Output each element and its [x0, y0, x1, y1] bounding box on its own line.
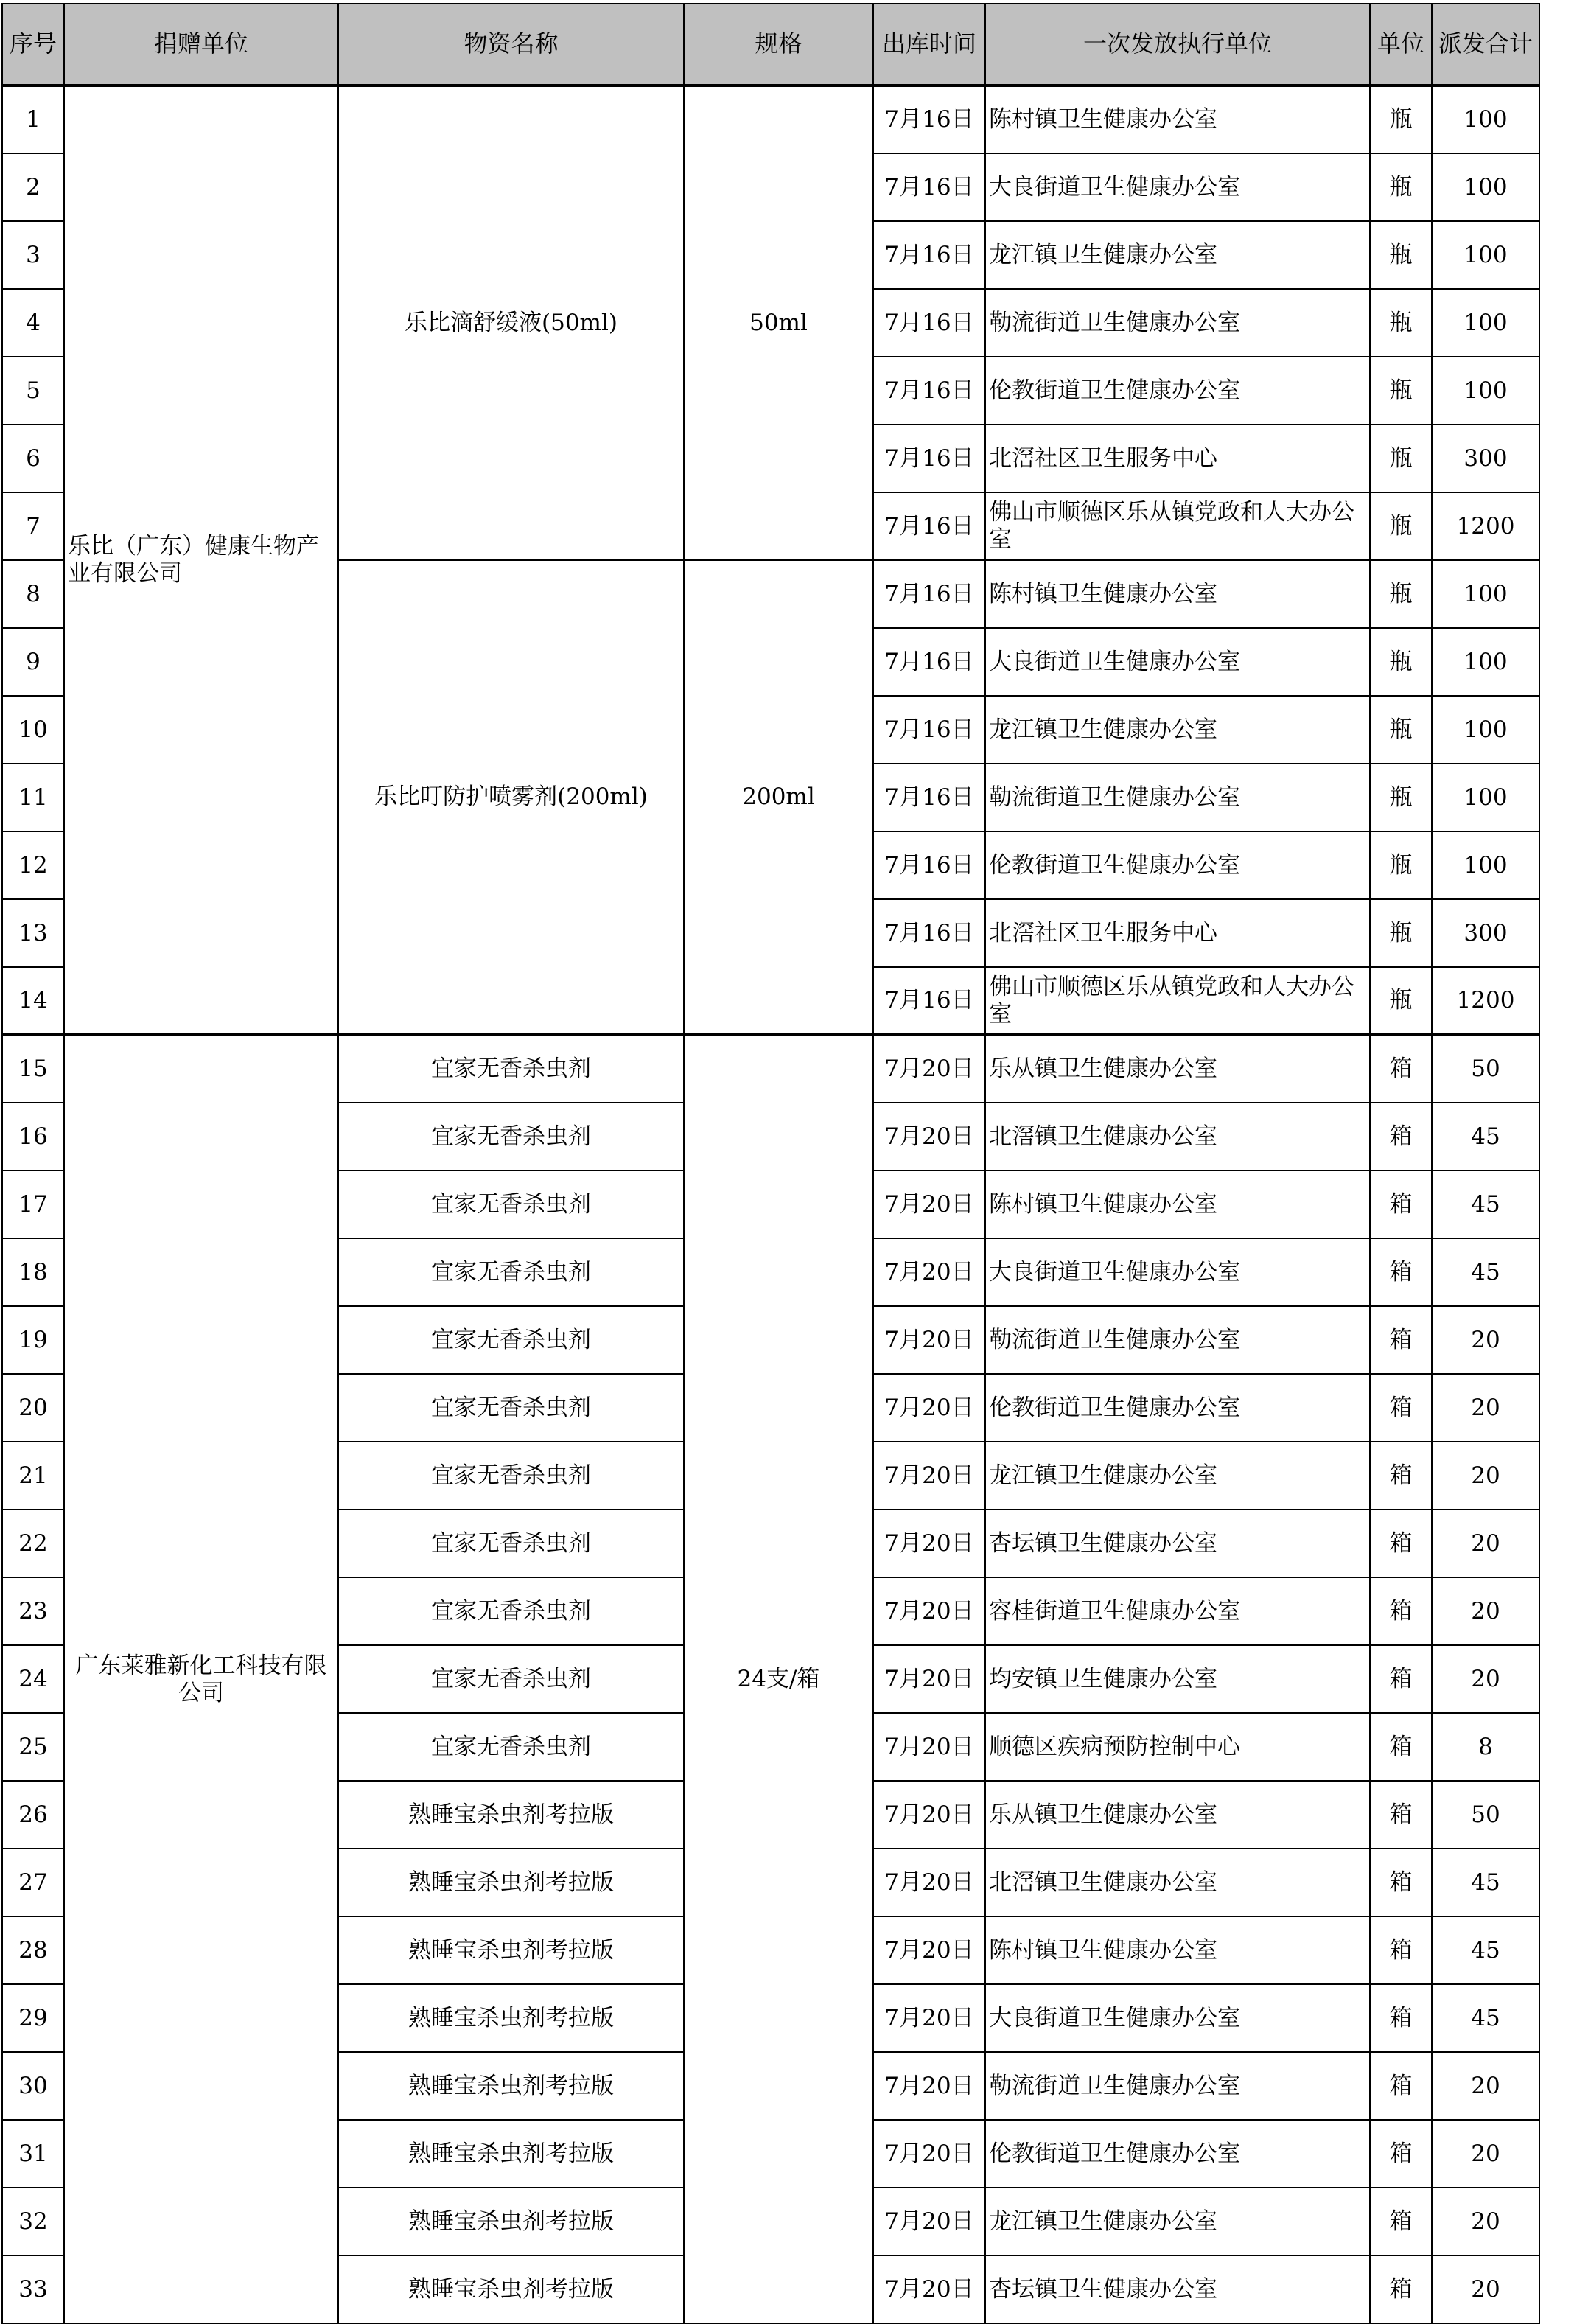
distribution-table [1, 3, 1540, 2324]
cell-unit: 箱 [1370, 1713, 1432, 1781]
cell-out-date: 7月20日 [873, 1035, 985, 1103]
cell-total: 20 [1432, 1306, 1539, 1374]
cell-total: 45 [1432, 1984, 1539, 2052]
cell-total: 50 [1432, 1035, 1539, 1103]
cell-item-name: 宜家无香杀虫剂 [338, 1442, 684, 1510]
cell-executor: 伦教街道卫生健康办公室 [985, 357, 1370, 425]
cell-out-date: 7月20日 [873, 1645, 985, 1713]
cell-executor: 北滘镇卫生健康办公室 [985, 1103, 1370, 1170]
cell-out-date: 7月16日 [873, 967, 985, 1035]
cell-no: 12 [2, 831, 64, 899]
cell-executor: 北滘镇卫生健康办公室 [985, 1849, 1370, 1916]
cell-executor: 陈村镇卫生健康办公室 [985, 1170, 1370, 1238]
cell-out-date: 7月20日 [873, 1306, 985, 1374]
cell-executor: 杏坛镇卫生健康办公室 [985, 1510, 1370, 1577]
cell-total: 45 [1432, 1849, 1539, 1916]
cell-item-name: 宜家无香杀虫剂 [338, 1306, 684, 1374]
cell-total: 20 [1432, 2052, 1539, 2120]
cell-item-name: 宜家无香杀虫剂 [338, 1577, 684, 1645]
cell-item-name: 宜家无香杀虫剂 [338, 1510, 684, 1577]
cell-no: 4 [2, 289, 64, 357]
cell-unit: 瓶 [1370, 492, 1432, 560]
cell-no: 8 [2, 560, 64, 628]
cell-executor: 乐从镇卫生健康办公室 [985, 1035, 1370, 1103]
cell-no: 20 [2, 1374, 64, 1442]
header-row [2, 4, 1539, 86]
cell-total: 1200 [1432, 492, 1539, 560]
cell-executor: 勒流街道卫生健康办公室 [985, 2052, 1370, 2120]
cell-executor: 陈村镇卫生健康办公室 [985, 560, 1370, 628]
cell-out-date: 7月16日 [873, 221, 985, 289]
cell-unit: 箱 [1370, 2052, 1432, 2120]
cell-item-name: 熟睡宝杀虫剂考拉版 [338, 1984, 684, 2052]
cell-unit: 箱 [1370, 1374, 1432, 1442]
cell-out-date: 7月16日 [873, 560, 985, 628]
cell-executor: 杏坛镇卫生健康办公室 [985, 2255, 1370, 2323]
cell-item-name: 熟睡宝杀虫剂考拉版 [338, 1849, 684, 1916]
cell-unit: 箱 [1370, 1984, 1432, 2052]
cell-unit: 瓶 [1370, 86, 1432, 153]
cell-executor: 北滘社区卫生服务中心 [985, 899, 1370, 967]
cell-unit: 箱 [1370, 1577, 1432, 1645]
cell-no: 11 [2, 764, 64, 831]
cell-executor: 大良街道卫生健康办公室 [985, 628, 1370, 696]
cell-no: 5 [2, 357, 64, 425]
cell-no: 14 [2, 967, 64, 1035]
cell-out-date: 7月16日 [873, 696, 985, 764]
cell-total: 20 [1432, 1510, 1539, 1577]
cell-total: 20 [1432, 2255, 1539, 2323]
cell-out-date: 7月20日 [873, 2255, 985, 2323]
cell-unit: 瓶 [1370, 357, 1432, 425]
cell-out-date: 7月20日 [873, 1374, 985, 1442]
cell-item-name: 宜家无香杀虫剂 [338, 1645, 684, 1713]
cell-total: 20 [1432, 1374, 1539, 1442]
cell-no: 31 [2, 2120, 64, 2188]
cell-executor: 勒流街道卫生健康办公室 [985, 764, 1370, 831]
header-total: 派发合计 [1432, 4, 1539, 86]
header-executor: 一次发放执行单位 [985, 4, 1370, 86]
cell-executor: 顺德区疾病预防控制中心 [985, 1713, 1370, 1781]
cell-total: 20 [1432, 1645, 1539, 1713]
cell-unit: 箱 [1370, 1645, 1432, 1713]
cell-unit: 瓶 [1370, 153, 1432, 221]
cell-unit: 箱 [1370, 1510, 1432, 1577]
cell-no: 32 [2, 2188, 64, 2255]
cell-item-name: 乐比叮防护喷雾剂(200ml) [338, 560, 684, 1035]
cell-total: 20 [1432, 1577, 1539, 1645]
cell-out-date: 7月20日 [873, 1170, 985, 1238]
cell-item-name: 乐比滴舒缓液(50ml) [338, 86, 684, 560]
cell-no: 22 [2, 1510, 64, 1577]
cell-no: 25 [2, 1713, 64, 1781]
cell-unit: 箱 [1370, 2255, 1432, 2323]
cell-item-name: 宜家无香杀虫剂 [338, 1103, 684, 1170]
header-unit: 单位 [1370, 4, 1432, 86]
cell-unit: 瓶 [1370, 899, 1432, 967]
cell-executor: 佛山市顺德区乐从镇党政和人大办公室 [985, 492, 1370, 560]
cell-unit: 箱 [1370, 1035, 1432, 1103]
cell-no: 23 [2, 1577, 64, 1645]
cell-unit: 箱 [1370, 1238, 1432, 1306]
cell-out-date: 7月20日 [873, 2188, 985, 2255]
cell-no: 6 [2, 425, 64, 492]
cell-no: 19 [2, 1306, 64, 1374]
cell-no: 17 [2, 1170, 64, 1238]
cell-executor: 陈村镇卫生健康办公室 [985, 1916, 1370, 1984]
cell-item-name: 熟睡宝杀虫剂考拉版 [338, 1916, 684, 1984]
cell-unit: 箱 [1370, 1849, 1432, 1916]
cell-no: 2 [2, 153, 64, 221]
cell-item-name: 宜家无香杀虫剂 [338, 1713, 684, 1781]
cell-total: 45 [1432, 1170, 1539, 1238]
cell-out-date: 7月20日 [873, 1238, 985, 1306]
cell-no: 9 [2, 628, 64, 696]
cell-executor: 勒流街道卫生健康办公室 [985, 1306, 1370, 1374]
cell-out-date: 7月16日 [873, 899, 985, 967]
cell-executor: 乐从镇卫生健康办公室 [985, 1781, 1370, 1849]
table-row [2, 1035, 1539, 1103]
cell-out-date: 7月20日 [873, 1103, 985, 1170]
cell-spec: 24支/箱 [684, 1035, 873, 2323]
table-body [2, 86, 1539, 2323]
cell-item-name: 宜家无香杀虫剂 [338, 1374, 684, 1442]
cell-executor: 容桂街道卫生健康办公室 [985, 1577, 1370, 1645]
cell-executor: 北滘社区卫生服务中心 [985, 425, 1370, 492]
cell-executor: 龙江镇卫生健康办公室 [985, 1442, 1370, 1510]
cell-total: 20 [1432, 2120, 1539, 2188]
cell-no: 10 [2, 696, 64, 764]
cell-executor: 陈村镇卫生健康办公室 [985, 86, 1370, 153]
cell-unit: 箱 [1370, 1916, 1432, 1984]
cell-total: 45 [1432, 1103, 1539, 1170]
cell-out-date: 7月20日 [873, 1442, 985, 1510]
cell-executor: 佛山市顺德区乐从镇党政和人大办公室 [985, 967, 1370, 1035]
cell-out-date: 7月20日 [873, 1781, 985, 1849]
cell-no: 30 [2, 2052, 64, 2120]
cell-total: 20 [1432, 2188, 1539, 2255]
cell-unit: 箱 [1370, 1306, 1432, 1374]
cell-out-date: 7月20日 [873, 1849, 985, 1916]
cell-total: 300 [1432, 425, 1539, 492]
cell-out-date: 7月16日 [873, 86, 985, 153]
table-header [2, 4, 1539, 86]
cell-no: 27 [2, 1849, 64, 1916]
cell-executor: 大良街道卫生健康办公室 [985, 153, 1370, 221]
cell-item-name: 熟睡宝杀虫剂考拉版 [338, 2120, 684, 2188]
cell-total: 100 [1432, 357, 1539, 425]
cell-no: 24 [2, 1645, 64, 1713]
cell-total: 45 [1432, 1238, 1539, 1306]
cell-unit: 箱 [1370, 1442, 1432, 1510]
cell-unit: 箱 [1370, 1781, 1432, 1849]
cell-out-date: 7月20日 [873, 2052, 985, 2120]
cell-total: 45 [1432, 1916, 1539, 1984]
cell-executor: 大良街道卫生健康办公室 [985, 1238, 1370, 1306]
cell-out-date: 7月20日 [873, 1713, 985, 1781]
cell-out-date: 7月20日 [873, 1916, 985, 1984]
cell-no: 21 [2, 1442, 64, 1510]
cell-item-name: 宜家无香杀虫剂 [338, 1238, 684, 1306]
cell-unit: 瓶 [1370, 425, 1432, 492]
cell-unit: 瓶 [1370, 289, 1432, 357]
cell-out-date: 7月16日 [873, 831, 985, 899]
cell-no: 16 [2, 1103, 64, 1170]
cell-unit: 箱 [1370, 2120, 1432, 2188]
cell-executor: 伦教街道卫生健康办公室 [985, 831, 1370, 899]
cell-total: 100 [1432, 560, 1539, 628]
cell-unit: 瓶 [1370, 764, 1432, 831]
cell-total: 20 [1432, 1442, 1539, 1510]
cell-no: 3 [2, 221, 64, 289]
cell-no: 15 [2, 1035, 64, 1103]
cell-out-date: 7月16日 [873, 492, 985, 560]
cell-no: 28 [2, 1916, 64, 1984]
header-spec: 规格 [684, 4, 873, 86]
cell-no: 26 [2, 1781, 64, 1849]
cell-total: 100 [1432, 289, 1539, 357]
cell-total: 100 [1432, 628, 1539, 696]
cell-donor: 乐比（广东）健康生物产业有限公司 [64, 86, 338, 1035]
cell-unit: 瓶 [1370, 831, 1432, 899]
cell-total: 100 [1432, 153, 1539, 221]
header-item-name: 物资名称 [338, 4, 684, 86]
cell-unit: 瓶 [1370, 560, 1432, 628]
cell-out-date: 7月20日 [873, 2120, 985, 2188]
cell-no: 7 [2, 492, 64, 560]
table-row [2, 86, 1539, 153]
cell-item-name: 熟睡宝杀虫剂考拉版 [338, 2188, 684, 2255]
cell-total: 100 [1432, 831, 1539, 899]
header-donor: 捐赠单位 [64, 4, 338, 86]
cell-executor: 龙江镇卫生健康办公室 [985, 2188, 1370, 2255]
cell-total: 8 [1432, 1713, 1539, 1781]
cell-total: 100 [1432, 86, 1539, 153]
cell-no: 29 [2, 1984, 64, 2052]
cell-out-date: 7月20日 [873, 1577, 985, 1645]
cell-item-name: 熟睡宝杀虫剂考拉版 [338, 1781, 684, 1849]
cell-item-name: 熟睡宝杀虫剂考拉版 [338, 2052, 684, 2120]
header-out-date: 出库时间 [873, 4, 985, 86]
cell-unit: 瓶 [1370, 221, 1432, 289]
cell-donor: 广东莱雅新化工科技有限公司 [64, 1035, 338, 2323]
cell-out-date: 7月16日 [873, 425, 985, 492]
cell-out-date: 7月20日 [873, 1984, 985, 2052]
cell-unit: 箱 [1370, 1170, 1432, 1238]
cell-no: 1 [2, 86, 64, 153]
cell-total: 100 [1432, 696, 1539, 764]
cell-executor: 龙江镇卫生健康办公室 [985, 221, 1370, 289]
cell-total: 100 [1432, 221, 1539, 289]
cell-out-date: 7月20日 [873, 1510, 985, 1577]
cell-no: 18 [2, 1238, 64, 1306]
cell-total: 1200 [1432, 967, 1539, 1035]
cell-item-name: 宜家无香杀虫剂 [338, 1035, 684, 1103]
cell-executor: 伦教街道卫生健康办公室 [985, 2120, 1370, 2188]
cell-out-date: 7月16日 [873, 764, 985, 831]
cell-executor: 均安镇卫生健康办公室 [985, 1645, 1370, 1713]
cell-executor: 伦教街道卫生健康办公室 [985, 1374, 1370, 1442]
cell-unit: 瓶 [1370, 696, 1432, 764]
cell-unit: 瓶 [1370, 967, 1432, 1035]
cell-executor: 勒流街道卫生健康办公室 [985, 289, 1370, 357]
cell-no: 33 [2, 2255, 64, 2323]
cell-item-name: 宜家无香杀虫剂 [338, 1170, 684, 1238]
cell-out-date: 7月16日 [873, 357, 985, 425]
cell-out-date: 7月16日 [873, 153, 985, 221]
cell-spec: 50ml [684, 86, 873, 560]
cell-unit: 箱 [1370, 1103, 1432, 1170]
cell-executor: 龙江镇卫生健康办公室 [985, 696, 1370, 764]
cell-total: 100 [1432, 764, 1539, 831]
cell-out-date: 7月16日 [873, 289, 985, 357]
cell-unit: 箱 [1370, 2188, 1432, 2255]
cell-item-name: 熟睡宝杀虫剂考拉版 [338, 2255, 684, 2323]
cell-out-date: 7月16日 [873, 628, 985, 696]
cell-total: 300 [1432, 899, 1539, 967]
cell-total: 50 [1432, 1781, 1539, 1849]
cell-no: 13 [2, 899, 64, 967]
cell-executor: 大良街道卫生健康办公室 [985, 1984, 1370, 2052]
cell-unit: 瓶 [1370, 628, 1432, 696]
header-no: 序号 [2, 4, 64, 86]
cell-spec: 200ml [684, 560, 873, 1035]
